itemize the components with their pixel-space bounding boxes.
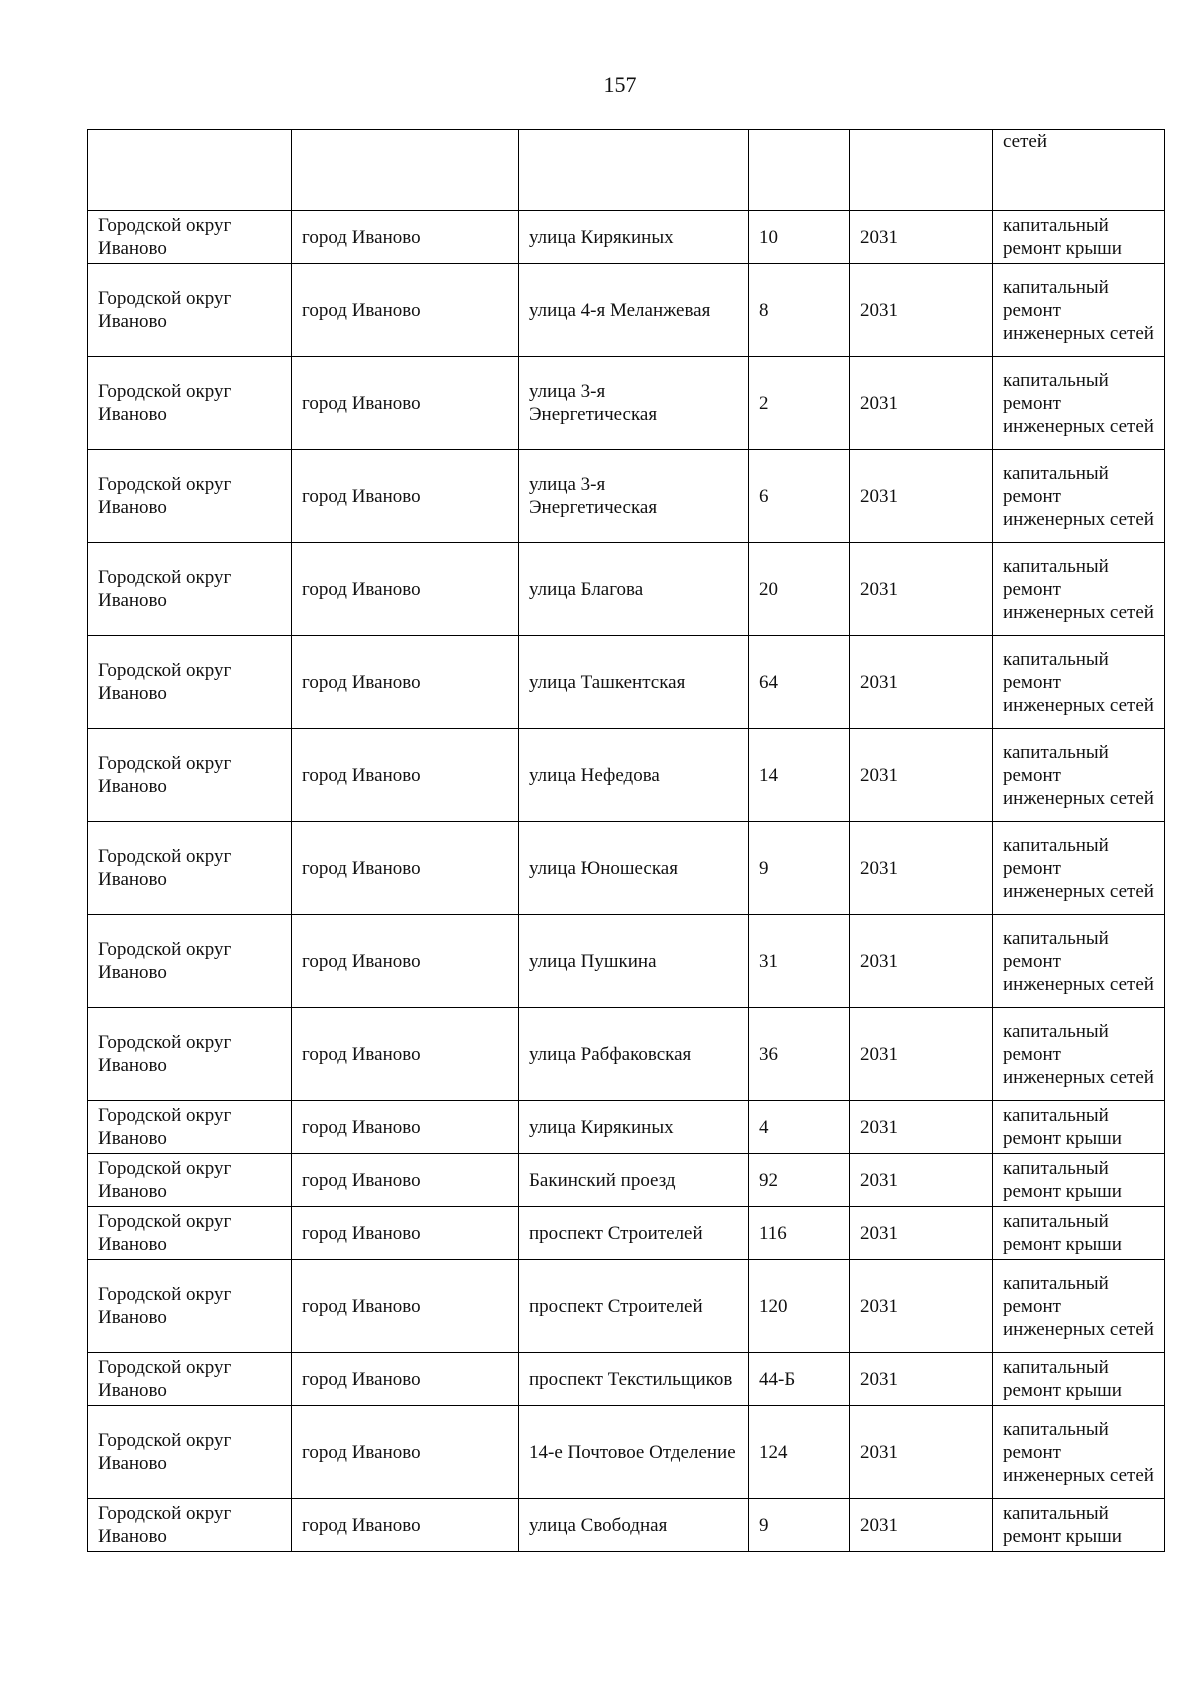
house-cell: 10: [749, 211, 850, 264]
table-row: [88, 1406, 1165, 1499]
table-row: [88, 543, 1165, 636]
work-type-cell: капитальный ремонт инженерных сетей: [993, 729, 1165, 822]
table-row: [88, 1260, 1165, 1353]
house-cell: 4: [749, 1101, 850, 1154]
work-type-cell: капитальный ремонт инженерных сетей: [993, 822, 1165, 915]
work-type-cell: капитальный ремонт крыши: [993, 1101, 1165, 1154]
work-type-cell: капитальный ремонт инженерных сетей: [993, 450, 1165, 543]
district-cell: Городской округ Иваново: [88, 915, 292, 1008]
street-cell: улица Пушкина: [519, 915, 749, 1008]
housing-repair-table: [87, 129, 1165, 1552]
settlement-cell: город Иваново: [292, 211, 519, 264]
year-cell: 2031: [850, 729, 993, 822]
house-cell: 64: [749, 636, 850, 729]
settlement-cell: город Иваново: [292, 450, 519, 543]
year-cell: 2031: [850, 636, 993, 729]
district-cell: Городской округ Иваново: [88, 822, 292, 915]
house-cell: 14: [749, 729, 850, 822]
year-cell: 2031: [850, 211, 993, 264]
house-cell: 116: [749, 1207, 850, 1260]
year-cell: 2031: [850, 915, 993, 1008]
year-cell: 2031: [850, 1353, 993, 1406]
work-type-cell: капитальный ремонт инженерных сетей: [993, 543, 1165, 636]
settlement-cell: город Иваново: [292, 915, 519, 1008]
street-cell: улица 4-я Меланжевая: [519, 264, 749, 357]
page-number: 157: [603, 72, 637, 97]
work-type-cell: капитальный ремонт крыши: [993, 211, 1165, 264]
street-cell: [519, 130, 749, 211]
work-type-cell: капитальный ремонт инженерных сетей: [993, 264, 1165, 357]
work-type-cell: капитальный ремонт инженерных сетей: [993, 915, 1165, 1008]
district-cell: Городской округ Иваново: [88, 1154, 292, 1207]
district-cell: Городской округ Иваново: [88, 636, 292, 729]
year-cell: 2031: [850, 1154, 993, 1207]
street-cell: улица 3-я Энергетическая: [519, 450, 749, 543]
settlement-cell: город Иваново: [292, 1154, 519, 1207]
street-cell: улица Кирякиных: [519, 1101, 749, 1154]
work-type-cell: капитальный ремонт инженерных сетей: [993, 357, 1165, 450]
street-cell: проспект Строителей: [519, 1207, 749, 1260]
table-row: [88, 1101, 1165, 1154]
table-row: [88, 357, 1165, 450]
settlement-cell: город Иваново: [292, 636, 519, 729]
carryover-row: [88, 130, 1165, 211]
settlement-cell: город Иваново: [292, 1260, 519, 1353]
house-cell: 36: [749, 1008, 850, 1101]
district-cell: Городской округ Иваново: [88, 1207, 292, 1260]
settlement-cell: город Иваново: [292, 1008, 519, 1101]
work-type-cell: капитальный ремонт инженерных сетей: [993, 636, 1165, 729]
year-cell: [850, 130, 993, 211]
house-cell: 31: [749, 915, 850, 1008]
work-type-cell: капитальный ремонт крыши: [993, 1154, 1165, 1207]
settlement-cell: город Иваново: [292, 729, 519, 822]
district-cell: Городской округ Иваново: [88, 211, 292, 264]
district-cell: Городской округ Иваново: [88, 1260, 292, 1353]
house-cell: 2: [749, 357, 850, 450]
table-row: [88, 1499, 1165, 1552]
district-cell: Городской округ Иваново: [88, 1008, 292, 1101]
street-cell: проспект Строителей: [519, 1260, 749, 1353]
settlement-cell: город Иваново: [292, 543, 519, 636]
street-cell: улица Свободная: [519, 1499, 749, 1552]
house-cell: 8: [749, 264, 850, 357]
district-cell: [88, 130, 292, 211]
settlement-cell: город Иваново: [292, 264, 519, 357]
street-cell: улица Рабфаковская: [519, 1008, 749, 1101]
street-cell: проспект Текстильщиков: [519, 1353, 749, 1406]
table-row: [88, 264, 1165, 357]
street-cell: улица Ташкентская: [519, 636, 749, 729]
year-cell: 2031: [850, 1499, 993, 1552]
house-cell: 9: [749, 822, 850, 915]
house-cell: 92: [749, 1154, 850, 1207]
house-cell: 44-Б: [749, 1353, 850, 1406]
house-cell: 20: [749, 543, 850, 636]
work-type-cell: капитальный ремонт инженерных сетей: [993, 1008, 1165, 1101]
year-cell: 2031: [850, 1008, 993, 1101]
year-cell: 2031: [850, 357, 993, 450]
district-cell: Городской округ Иваново: [88, 543, 292, 636]
year-cell: 2031: [850, 450, 993, 543]
work-type-cell: сетей: [993, 130, 1165, 211]
street-cell: улица 3-я Энергетическая: [519, 357, 749, 450]
settlement-cell: город Иваново: [292, 1353, 519, 1406]
street-cell: улица Благова: [519, 543, 749, 636]
house-cell: 6: [749, 450, 850, 543]
house-cell: 120: [749, 1260, 850, 1353]
table-row: [88, 211, 1165, 264]
table-row: [88, 822, 1165, 915]
year-cell: 2031: [850, 264, 993, 357]
district-cell: Городской округ Иваново: [88, 729, 292, 822]
house-cell: [749, 130, 850, 211]
street-cell: улица Кирякиных: [519, 211, 749, 264]
table-row: [88, 1008, 1165, 1101]
table-row: [88, 636, 1165, 729]
table-row: [88, 729, 1165, 822]
house-cell: 9: [749, 1499, 850, 1552]
district-cell: Городской округ Иваново: [88, 1499, 292, 1552]
house-cell: 124: [749, 1406, 850, 1499]
table-row: [88, 450, 1165, 543]
settlement-cell: город Иваново: [292, 357, 519, 450]
work-type-cell: капитальный ремонт инженерных сетей: [993, 1260, 1165, 1353]
street-cell: улица Юношеская: [519, 822, 749, 915]
year-cell: 2031: [850, 822, 993, 915]
table-row: [88, 1154, 1165, 1207]
table-row: [88, 915, 1165, 1008]
work-type-cell: капитальный ремонт крыши: [993, 1353, 1165, 1406]
settlement-cell: [292, 130, 519, 211]
district-cell: Городской округ Иваново: [88, 1101, 292, 1154]
district-cell: Городской округ Иваново: [88, 1406, 292, 1499]
work-type-cell: капитальный ремонт крыши: [993, 1499, 1165, 1552]
street-cell: улица Нефедова: [519, 729, 749, 822]
settlement-cell: город Иваново: [292, 1406, 519, 1499]
settlement-cell: город Иваново: [292, 1499, 519, 1552]
year-cell: 2031: [850, 543, 993, 636]
work-type-cell: капитальный ремонт инженерных сетей: [993, 1406, 1165, 1499]
district-cell: Городской округ Иваново: [88, 1353, 292, 1406]
year-cell: 2031: [850, 1207, 993, 1260]
work-type-cell: капитальный ремонт крыши: [993, 1207, 1165, 1260]
district-cell: Городской округ Иваново: [88, 357, 292, 450]
settlement-cell: город Иваново: [292, 1207, 519, 1260]
street-cell: Бакинский проезд: [519, 1154, 749, 1207]
table-row: [88, 1207, 1165, 1260]
year-cell: 2031: [850, 1260, 993, 1353]
street-cell: 14-е Почтовое Отделение: [519, 1406, 749, 1499]
table-row: [88, 1353, 1165, 1406]
settlement-cell: город Иваново: [292, 822, 519, 915]
district-cell: Городской округ Иваново: [88, 264, 292, 357]
settlement-cell: город Иваново: [292, 1101, 519, 1154]
year-cell: 2031: [850, 1101, 993, 1154]
district-cell: Городской округ Иваново: [88, 450, 292, 543]
year-cell: 2031: [850, 1406, 993, 1499]
